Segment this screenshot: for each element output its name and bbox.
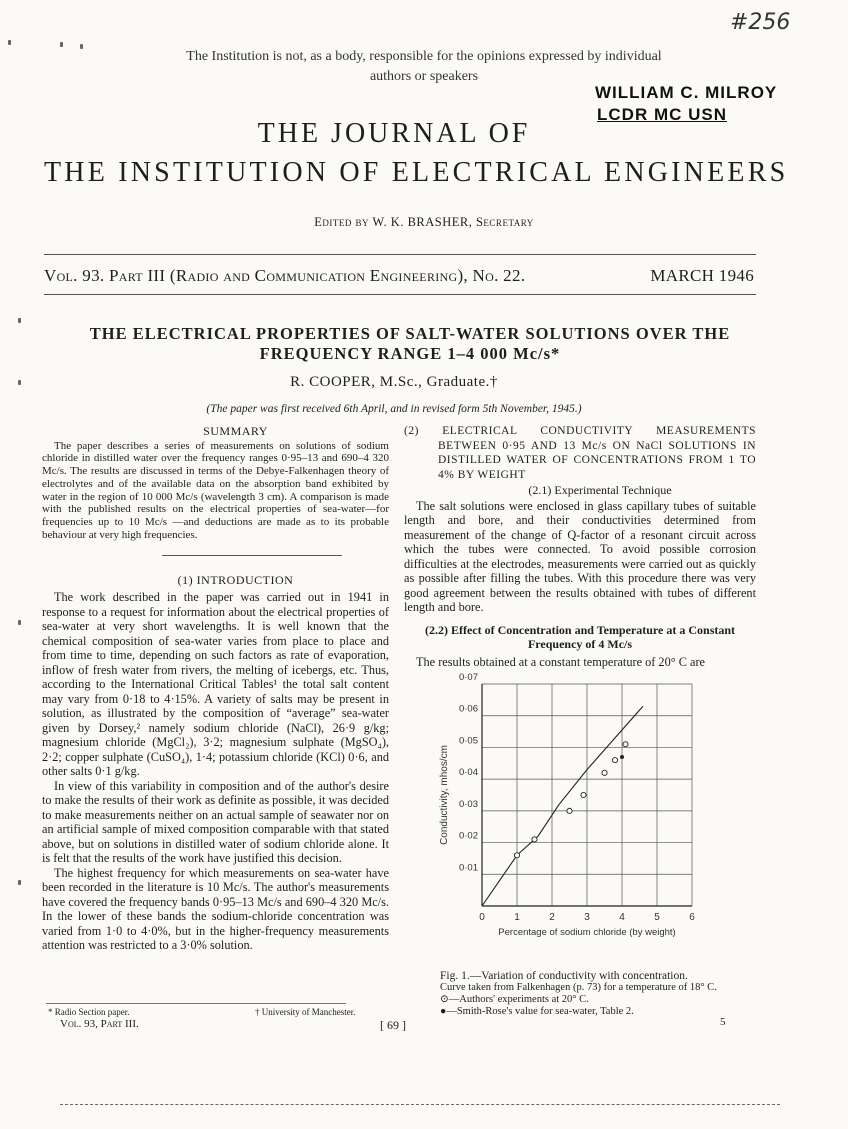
x-tick-label: 3 bbox=[584, 912, 590, 923]
journal-title-line1: THE JOURNAL OF bbox=[257, 118, 531, 149]
y-tick-label: 0·06 bbox=[458, 703, 478, 715]
section-2-heading: (2) ELECTRICAL CONDUCTIVITY MEASUREMENTS BETWEEN 0·95 AND 13 Mc/s ON NaCl SOLUTIONS IN DISTILLED WATER OF CONCENTRATIONS FROM 1 TO 4% BY WEIGHT bbox=[404, 425, 756, 481]
footnote-radio-section: * Radio Section paper. bbox=[48, 1007, 130, 1017]
disclaimer bbox=[0, 47, 848, 87]
sheet-number: 5 bbox=[720, 1016, 726, 1028]
y-axis-label: Conductivity, mhos/cm bbox=[439, 745, 450, 845]
y-tick-label: 0·02 bbox=[458, 830, 478, 842]
left-column bbox=[42, 424, 389, 953]
journal-title-line2: THE INSTITUTION OF ELECTRICAL ENGINEERS bbox=[44, 157, 789, 188]
x-tick-label: 2 bbox=[549, 912, 555, 923]
footnote-rule bbox=[46, 1003, 346, 1004]
x-tick-label: 0 bbox=[479, 912, 485, 923]
x-tick-label: 5 bbox=[654, 912, 660, 923]
header-rule-bottom bbox=[44, 294, 756, 295]
volume-line bbox=[44, 266, 754, 286]
authors-data-point bbox=[602, 770, 607, 775]
paper-author: R. COOPER, M.Sc., Graduate.† bbox=[290, 374, 498, 390]
y-tick-label: 0·05 bbox=[458, 735, 478, 747]
caption-line-3: ●—Smith-Rose's value for sea-water, Table 2. bbox=[440, 1006, 634, 1017]
section-2-2-paragraph: The results obtained at a constant temperature of 20° C are bbox=[416, 654, 706, 669]
paper-title-line1: THE ELECTRICAL PROPERTIES OF SALT-WATER SOLUTIONS OVER THE bbox=[89, 324, 731, 343]
stamp-name: WILLIAM C. MILROY bbox=[595, 83, 778, 102]
caption-line-2: ⊙—Authors' experiments at 20° C. bbox=[440, 994, 589, 1005]
handwritten-note: #256 bbox=[730, 10, 791, 35]
scan-speck bbox=[18, 880, 21, 885]
header-rule-top bbox=[44, 254, 756, 255]
y-tick-label: 0·07 bbox=[458, 672, 478, 683]
summary-text: The paper describes a series of measurements on solutions of sodium chloride in distilled water over the frequency ranges 0·95–13 and 690–4 320 Mc/s. The results are discussed in terms of the Debye-Falkenhagen theory of electrolytes and of the available data on the absorption band exhibited by water in the region of 10 000 Mc/s (wavelength 3 cm). A comparison is made with the published results on the electrical properties of sea-water—for frequencies up to 10 Mc/s —and deductions are made as to its probable behaviour at very high frequencies. bbox=[42, 439, 389, 542]
x-tick-label: 1 bbox=[514, 912, 520, 923]
section-2-1-paragraph: The salt solutions were enclosed in glass capillary tubes of suitable length and bore, and their conductivities determined from measurement of the change of Q-factor of a resonant circuit across which the tubes were connected. To avoid possible corrosion difficulties at the electrodes, measurements were carried out as quickly as possible after filling the tubes. With this procedure there was very good agreement between the results obtained with tubes of different length and bore. bbox=[404, 498, 756, 614]
y-tick-label: 0·04 bbox=[458, 767, 478, 779]
section-2-1-heading: (2.1) Experimental Technique bbox=[528, 483, 672, 497]
received-note: (The paper was first received 6th April, and in revised form 5th November, 1945.) bbox=[206, 403, 582, 415]
section-2-2-heading: (2.2) Effect of Concentration and Temperature at a Constant Frequency of 4 Mc/s bbox=[424, 622, 736, 651]
falkenhagen-curve bbox=[482, 706, 643, 906]
scan-speck bbox=[8, 40, 11, 45]
paper-title bbox=[60, 324, 760, 364]
stamp-rank: LCDR MC USN bbox=[597, 105, 727, 124]
smith-rose-data-point bbox=[620, 755, 624, 759]
caption-line-1: Curve taken from Falkenhagen (p. 73) for a temperature of 18° C. bbox=[440, 982, 717, 993]
footer-volume: Vol. 93, Part III. bbox=[60, 1018, 139, 1030]
authors-data-point bbox=[514, 853, 519, 858]
authors-data-point bbox=[567, 808, 572, 813]
issue-date: MARCH 1946 bbox=[650, 266, 754, 285]
footnote-university: † University of Manchester. bbox=[255, 1007, 356, 1017]
x-tick-label: 4 bbox=[619, 912, 625, 923]
figure-1-caption bbox=[440, 970, 760, 1018]
page-number: [ 69 ] bbox=[380, 1018, 406, 1032]
figure-1-chart bbox=[425, 672, 725, 972]
authors-data-point bbox=[532, 837, 537, 842]
scan-speck bbox=[18, 318, 21, 323]
scan-edge-line bbox=[60, 1104, 780, 1105]
summary-rule bbox=[162, 555, 342, 556]
caption-title: Fig. 1.—Variation of conductivity with concentration. bbox=[440, 970, 688, 982]
authors-data-point bbox=[581, 792, 586, 797]
introduction-heading: (1) INTRODUCTION bbox=[177, 572, 294, 587]
editor-line: Edited by W. K. BRASHER, Secretary bbox=[314, 215, 534, 229]
intro-paragraph-3: The highest frequency for which measurements on sea-water have been recorded in the literature is 10 Mc/s. The author's measurements have covered the frequency bands 0·95–13 Mc/s and 690–4 320 Mc/s. In the lower of these bands the sodium-chloride concentration was varied from 1·0 to 4·0%, but in the higher-frequency measurements attention was restricted to a 3·0% solution. bbox=[42, 865, 389, 953]
volume-issue: Vol. 93. Part III (Radio and Communication Engineering), No. 22. bbox=[44, 266, 526, 285]
right-column bbox=[404, 424, 756, 669]
authors-data-point bbox=[612, 758, 617, 763]
paper-title-line2: FREQUENCY RANGE 1–4 000 Mc/s* bbox=[259, 344, 561, 363]
intro-paragraph-1: The work described in the paper was carried out in 1941 in response to a request for information about the electrical properties of sea-water at very short wavelengths. It is well known that the chemical composition of sea-water varies from place to place and from time to time, depending on such factors as rate of evaporation, inflow of fresh water from rivers, the melting of icebergs, etc. Thus, according to the International Critical Tables¹ the total salt content may vary from 0·18 to 4·15%. A variety of salts may be present in solution, as illustrated by the composition of “average” sea-water given by Dorsey,² namely sodium chloride (NaCl), 26·9 g/kg; magnesium chloride (MgCl₂), 3·2; magnesium sulphate (MgSO₄), 2·2; copper sulphate (CuSO₄), 1·4; potassium chloride (KCl) 0·6, and other salts 0·1 g/kg. bbox=[42, 590, 389, 779]
x-axis-label: Percentage of sodium chloride (by weight) bbox=[498, 927, 676, 938]
x-tick-label: 6 bbox=[689, 912, 695, 923]
y-tick-label: 0·01 bbox=[458, 862, 478, 874]
disclaimer-line2: authors or speakers bbox=[369, 69, 479, 84]
summary-heading: SUMMARY bbox=[203, 424, 268, 438]
authors-data-point bbox=[623, 742, 628, 747]
scan-speck bbox=[18, 620, 21, 625]
intro-paragraph-2: In view of this variability in composition and of the author's desire to make the results of their work as definite as possible, it was decided to make measurements neither on an actual sample of seawater nor on an artificial sample of mixed composition comparable with that stated above, but on solutions in distilled water of sodium chloride alone. It is felt that the results of the work have justified this decision. bbox=[42, 778, 389, 866]
y-tick-label: 0·03 bbox=[458, 798, 478, 810]
disclaimer-line1: The Institution is not, as a body, responsible for the opinions expressed by individual bbox=[186, 49, 662, 64]
